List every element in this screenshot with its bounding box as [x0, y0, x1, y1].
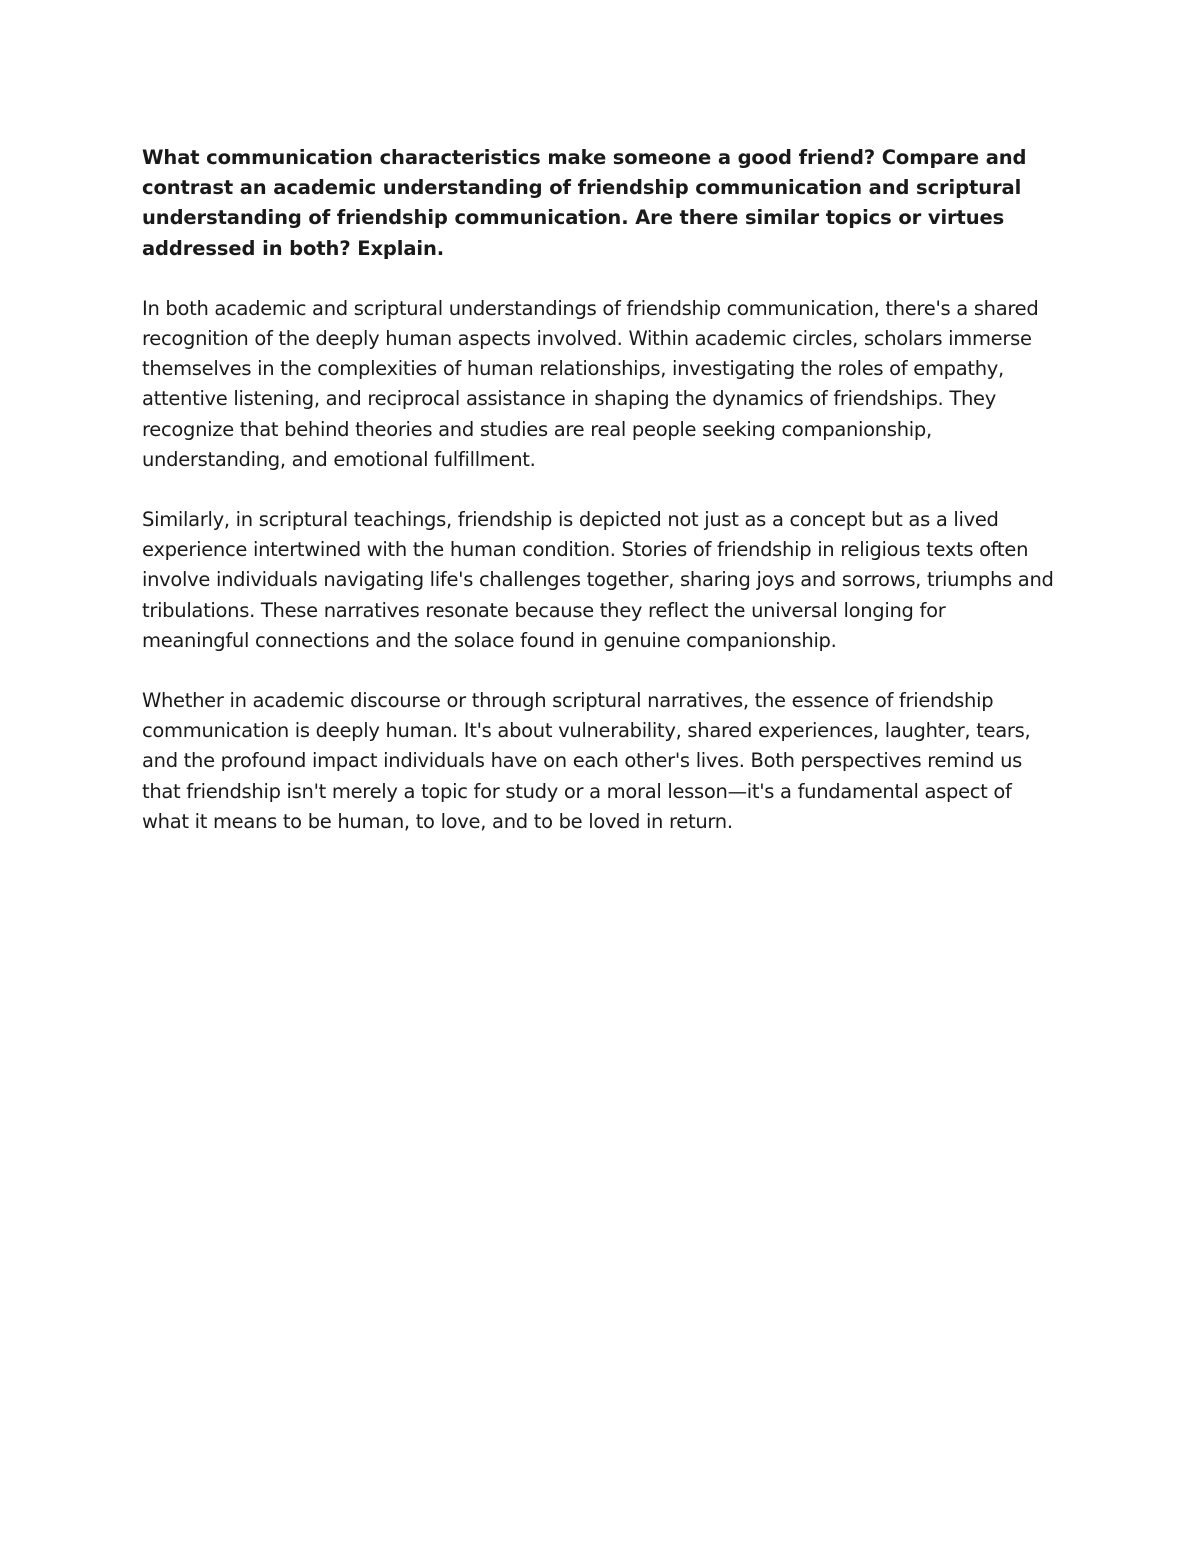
- document-body: [142, 143, 1057, 867]
- question-heading: What communication characteristics make someone a good friend? Compare and contrast an academic understanding of friendship communication and scriptural understanding of friendship communication. Are there similar topics or virtues addressed in both? Explain.: [142, 146, 1027, 260]
- paragraph-scriptural: Similarly, in scriptural teachings, friendship is depicted not just as a concept but as a lived experience intertwined with the human condition. Stories of friendship in religious texts often involve individuals navigating life's challenges together, sharing joys and sorrows, triumphs and tribulations. These narratives resonate because they reflect the universal longing for meaningful connections and the solace found in genuine companionship.: [142, 508, 1054, 652]
- paragraph-academic: In both academic and scriptural understandings of friendship communication, there's a shared recognition of the deeply human aspects involved. Within academic circles, scholars immerse themselves in the complexities of human relationships, investigating the roles of empathy, attentive listening, and reciprocal assistance in shaping the dynamics of friendships. They recognize that behind theories and studies are real people seeking companionship, understanding, and emotional fulfillment.: [142, 296, 1039, 471]
- paragraph-conclusion: Whether in academic discourse or through scriptural narratives, the essence of friendship communication is deeply human. It's about vulnerability, shared experiences, laughter, tears, and the profound impact individuals have on each other's lives. Both perspectives remind us that friendship isn't merely a topic for study or a moral lesson—it's a fundamental aspect of what it means to be human, to love, and to be loved in return.: [142, 689, 1031, 833]
